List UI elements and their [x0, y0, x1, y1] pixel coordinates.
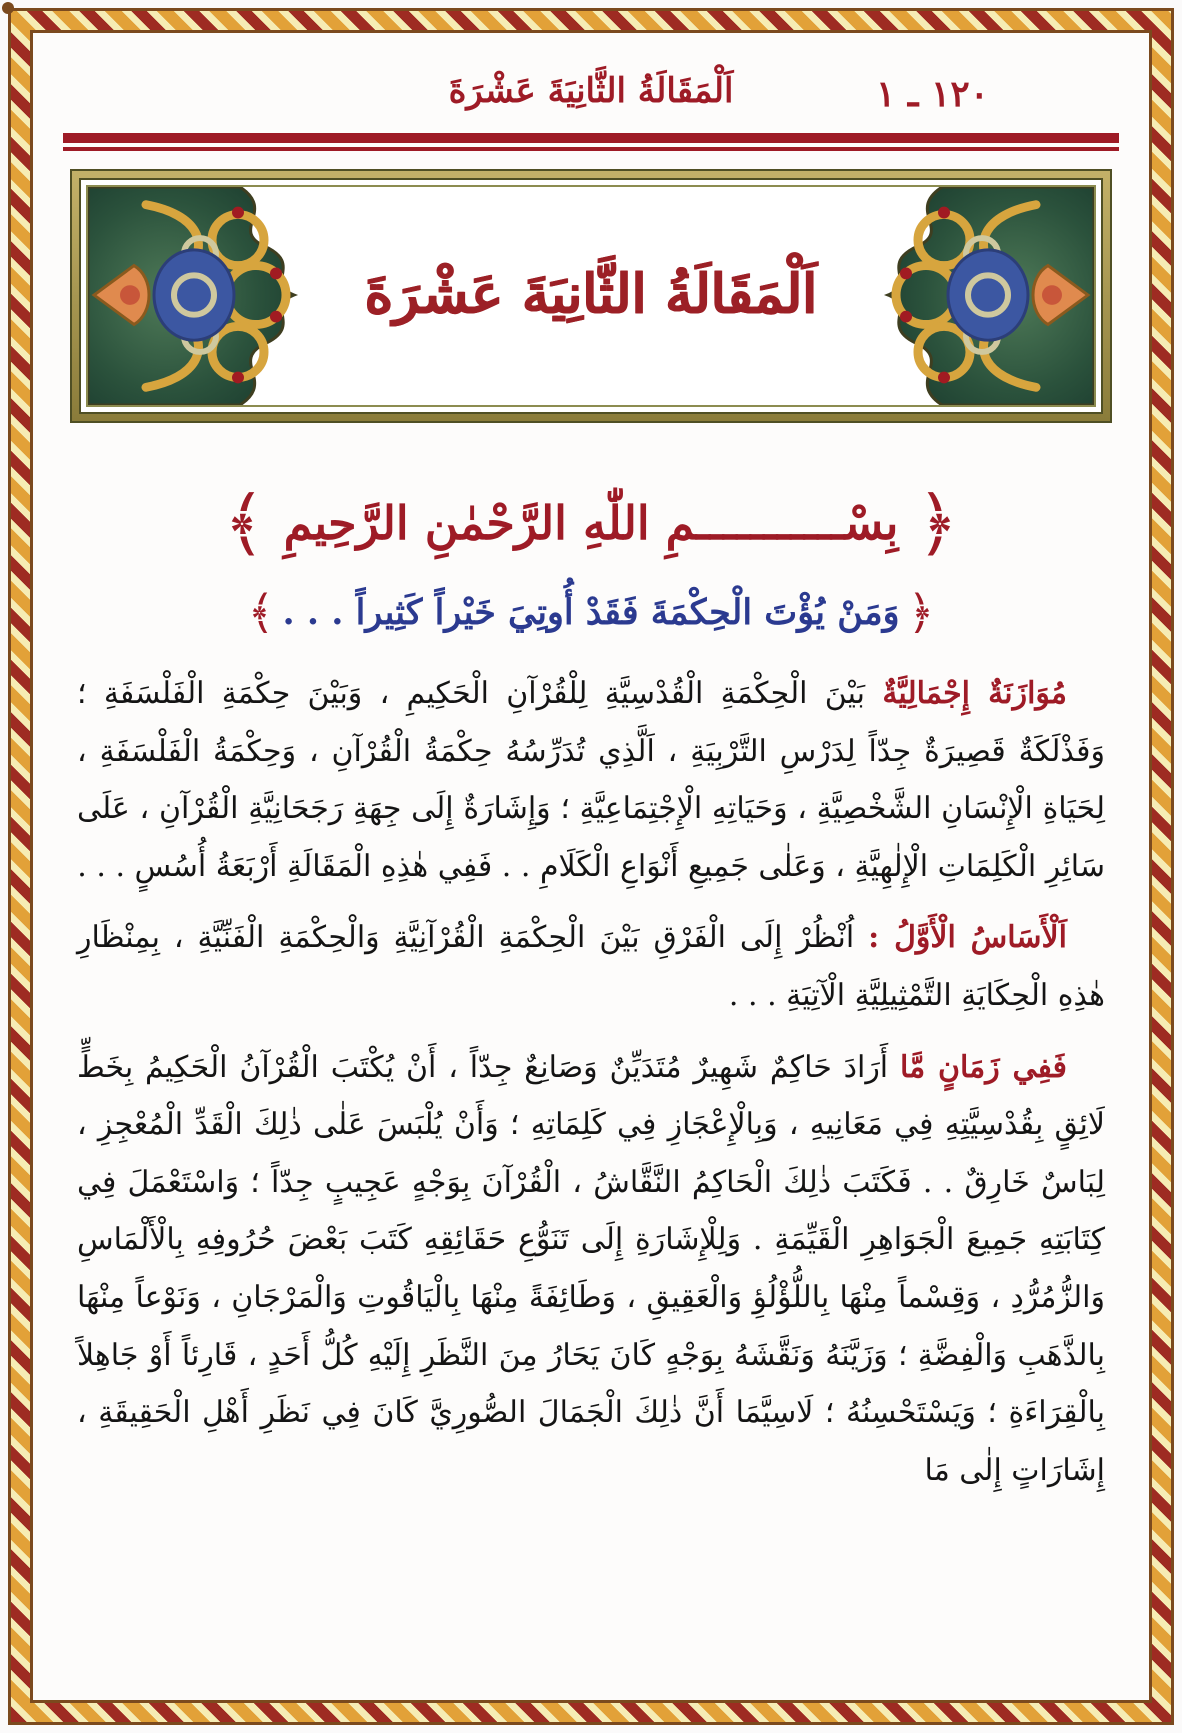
- header-rule-thick: [63, 133, 1119, 143]
- paragraph-body: أَرَادَ حَاكِمٌ شَهِيرٌ مُتَدَيِّنٌ وَصَانِعٌ جِدّاً ، أَنْ يُكْتَبَ الْقُرْآنُ الْحَكِيمُ بِخَطٍّ لَائِقٍ بِقُدْسِيَّتِهِ فِي مَعَانِيهِ ، وَبِالْإِعْجَازِ فِي كَلِمَاتِهِ ؛ وَأَنْ يُلْبَسَ عَلٰى ذٰلِكَ الْقَدِّ الْمُعْجِزِ ، لِبَاسٌ خَارِقٌ . . فَكَتَبَ ذٰلِكَ الْحَاكِمُ النَّقَّاشُ ، الْقُرْآنَ بِوَجْهٍ عَجِيبٍ جِدّاً ؛ وَاسْتَعْمَلَ فِي كِتَابَتِهِ جَمِيعَ الْجَوَاهِرِ الْقَيِّمَةِ . وَلِلْإِشَارَةِ إِلَى تَنَوُّعِ حَقَائِقِهِ كَتَبَ بَعْضَ حُرُوفِهِ بِالْأَلْمَاسِ وَالزُّمُرُّدِ ، وَقِسْماً مِنْهَا بِاللُّؤْلُؤِ وَالْعَقِيقِ ، وَطَائِفَةً مِنْهَا بِالْيَاقُوتِ وَالْمَرْجَانِ ، وَنَوْعاً مِنْهَا بِالذَّهَبِ وَالْفِضَّةِ ؛ وَزَيَّنَهُ وَنَقَّشَهُ بِوَجْهٍ كَانَ يَحَارُ مِنَ النَّظَرِ إِلَيْهِ كُلُّ أَحَدٍ ، قَارِئاً أَوْ جَاهِلاً بِالْقِرَاءَةِ ؛ وَيَسْتَحْسِنُهُ ؛ لَاسِيَّمَا أَنَّ ذٰلِكَ الْجَمَالَ الصُّورِيَّ كَانَ فِي نَظَرِ أَهْلِ الْحَقِيقَةِ ، إِشَارَاتٍ إِلٰى مَا: [77, 1049, 1105, 1488]
- verse-bracket-right-icon: ﴿: [907, 585, 935, 639]
- page-number: ١٢٠ ـ ١: [876, 73, 989, 115]
- title-panel-frame: [79, 178, 1103, 414]
- bismillah-block: [63, 481, 1119, 565]
- verse-block: [63, 585, 1119, 639]
- bismillah-bracket-left-icon: ﴾: [223, 481, 266, 565]
- header-rule-thin: [63, 147, 1119, 151]
- bismillah-text: بِسْـــــــــــمِ اللّٰهِ الرَّحْمٰنِ الرَّحِيمِ: [283, 496, 899, 550]
- paragraph-lead: مُوَازَنَةٌ إِجْمَالِيَّةٌ: [882, 676, 1067, 711]
- title-panel: [70, 169, 1112, 423]
- bismillah-bracket-right-icon: ﴿: [916, 481, 959, 565]
- paragraph: [77, 909, 1105, 1024]
- page-content: [41, 41, 1141, 1692]
- paragraph-lead: اَلْأَسَاسُ الْأَوَّلُ :: [868, 920, 1067, 956]
- chapter-title: اَلْمَقَالَةُ الثَّانِيَةَ عَشْرَةَ: [364, 261, 818, 326]
- paragraph-lead: فَفِي زَمَانٍ مَّا: [900, 1049, 1067, 1085]
- running-header-title: اَلْمَقَالَةُ الثَّانِيَةَ عَشْرَةَ: [448, 71, 734, 111]
- title-panel-inner: [86, 185, 1096, 407]
- paragraph-body: اُنْظُرْ إِلَى الْفَرْقِ بَيْنَ الْحِكْمَةِ الْقُرْآنِيَّةِ وَالْحِكْمَةِ الْفَنِّيَّةِ ، بِمِنْظَارِ هٰذِهِ الْحِكَايَةِ التَّمْثِيلِيَّةِ الْآتِيَةِ . . .: [77, 920, 1105, 1013]
- paragraph: [77, 1039, 1105, 1500]
- page-header: [63, 71, 1119, 123]
- body-text: [63, 665, 1119, 1499]
- paragraph-body: بَيْنَ الْحِكْمَةِ الْقُدْسِيَّةِ لِلْقُرْآنِ الْحَكِيمِ ، وَبَيْنَ حِكْمَةِ الْفَلْسَفَةِ ؛ وَفَذْلَكَةٌ قَصِيرَةٌ جِدّاً لِدَرْسِ التَّرْبِيَةِ ، اَلَّذِي تُدَرِّسُهُ حِكْمَةُ الْقُرْآنِ ، وَحِكْمَةُ الْفَلْسَفَةِ ، لِحَيَاةِ الْإِنْسَانِ الشَّخْصِيَّةِ ، وَحَيَاتِهِ الْإِجْتِمَاعِيَّةِ ؛ وَإِشَارَةٌ إِلَى جِهَةِ رَجَحَانِيَّةِ الْقُرْآنِ ، عَلَى سَائِرِ الْكَلِمَاتِ الْإِلٰهِيَّةِ ، وَعَلٰى جَمِيعِ أَنْوَاعِ الْكَلَامِ . . فَفِي هٰذِهِ الْمَقَالَةِ أَرْبَعَةُ أُسُسٍ . . .: [77, 676, 1105, 884]
- verse-text: وَمَنْ يُؤْتَ الْحِكْمَةَ فَقَدْ أُوتِيَ خَيْراً كَثِيراً . . .: [282, 591, 900, 633]
- paragraph: [77, 665, 1105, 895]
- verse-bracket-left-icon: ﴾: [247, 585, 275, 639]
